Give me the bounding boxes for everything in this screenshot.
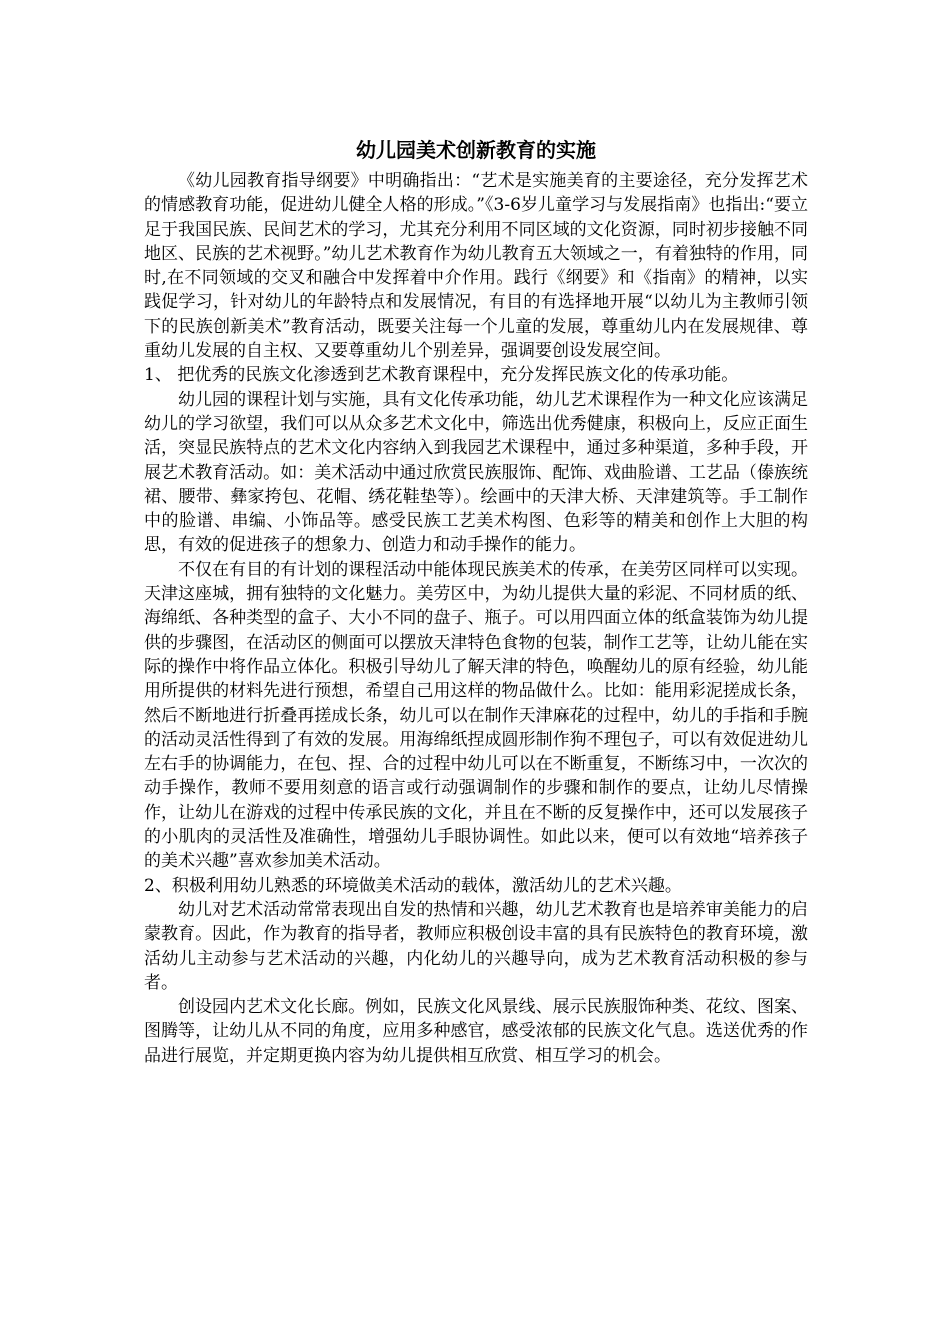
section-1-paragraph-1: 幼儿园的课程计划与实施，具有文化传承功能，幼儿艺术课程作为一种文化应该满足幼儿的学习欲望，我们可以从众多艺术文化中，筛选出优秀健康，积极向上，反应正面生活，突显民族特点的艺术文化内容纳入到我园艺术课程中，通过多种渠道，多种手段，开展艺术教育活动。如：美术活动中通过欣赏民族服饰、配饰、戏曲脸谱、工艺品（傣族统裙、腰带、彝家挎包、花帽、绣花鞋垫等）。绘画中的天津大桥、天津建筑等。手工制作中的脸谱、串编、小饰品等。感受民族工艺美术构图、色彩等的精美和创作上大胆的构思，有效的促进孩子的想象力、创造力和动手操作的能力。 [144,389,808,556]
section-2-paragraph-1: 幼儿对艺术活动常常表现出自发的热情和兴趣，幼儿艺术教育也是培养审美能力的启蒙教育。因此，作为教育的指导者，教师应积极创设丰富的具有民族特色的教育环境，激活幼儿主动参与艺术活动的兴趣，内化幼儿的兴趣导向，成为艺术教育活动积极的参与者。 [144,899,808,993]
section-1-paragraph-2: 不仅在有目的有计划的课程活动中能体现民族美术的传承，在美劳区同样可以实现。天津这座城，拥有独特的文化魅力。美劳区中，为幼儿提供大量的彩泥、不同材质的纸、海绵纸、各种类型的盒子、大小不同的盘子、瓶子。可以用四面立体的纸盒装饰为幼儿提供的步骤图，在活动区的侧面可以摆放天津特色食物的包装，制作工艺等，让幼儿能在实际的操作中将作品立体化。积极引导幼儿了解天津的特色，唤醒幼儿的原有经验，幼儿能用所提供的材料先进行预想，希望自己用这样的物品做什么。比如：能用彩泥搓成长条，然后不断地进行折叠再搓成长条，幼儿可以在制作天津麻花的过程中，幼儿的手指和手腕的活动灵活性得到了有效的发展。用海绵纸捏成圆形制作狗不理包子，可以有效促进幼儿左右手的协调能力，在包、捏、合的过程中幼儿可以在不断重复，不断练习中，一次次的动手操作，教师不要用刻意的语言或行动强调制作的步骤和制作的要点，让幼儿尽情操作，让幼儿在游戏的过程中传承民族的文化，并且在不断的反复操作中，还可以发展孩子的小肌肉的灵活性及准确性，增强幼儿手眼协调性。如此以来，便可以有效地“培养孩子的美术兴趣”喜欢参加美术活动。 [144,559,808,872]
document-page [144,133,808,1068]
section-2-paragraph-2: 创设园内艺术文化长廊。例如，民族文化风景线、展示民族服饰种类、花纹、图案、图腾等，让幼儿从不同的角度，应用多种感官，感受浓郁的民族文化气息。选送优秀的作品进行展览，并定期更换内容为幼儿提供相互欣赏、相互学习的机会。 [144,997,808,1066]
intro-paragraph: 《幼儿园教育指导纲要》中明确指出：“艺术是实施美育的主要途径，充分发挥艺术的情感教育功能，促进幼儿健全人格的形成。”《3-6岁儿童学习与发展指南》也指出:“要立足于我国民族、民间艺术的学习，尤其充分利用不同区域的文化资源，同时初步接触不同地区、民族的艺术视野。”幼儿艺术教育作为幼儿教育五大领域之一，有着独特的作用，同时,在不同领域的交叉和融合中发挥着中介作用。践行《纲要》和《指南》的精神，以实践促学习，针对幼儿的年龄特点和发展情况，有目的有选择地开展“以幼儿为主教师引领下的民族创新美术”教育活动，既要关注每一个儿童的发展，尊重幼儿内在发展规律、尊重幼儿发展的自主权、又要尊重幼儿个别差异，强调要创设发展空间。 [144,171,808,362]
section-heading-2: 2、积极利用幼儿熟悉的环境做美术活动的载体，激活幼儿的艺术兴趣。 [144,875,682,896]
section-heading-1: 1、 把优秀的民族文化渗透到艺术教育课程中，充分发挥民族文化的传承功能。 [144,365,739,386]
document-title: 幼儿园美术创新教育的实施 [356,138,596,162]
